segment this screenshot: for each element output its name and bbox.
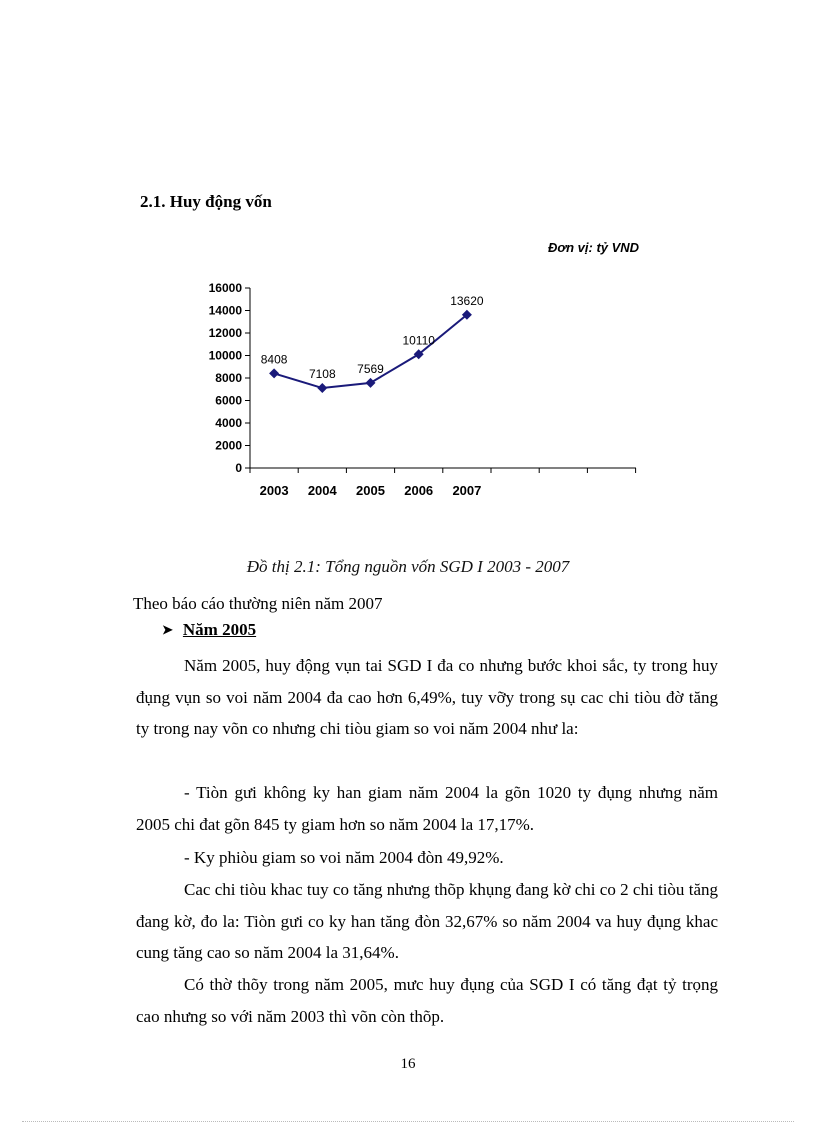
paragraph-4: Cac chi tiòu khac tuy co tăng nhưng thõp khụng đang kờ chi co 2 chi tiòu tăng đang kờ, đo la: Tiòn gưi co ky han tăng đòn 32,67% so năm 2004 va huy đụng khac cung tăng cao so năm 2004 la 31,64%. [136,880,718,962]
data-label: 13620 [450,293,484,308]
y-tick-label: 6000 [215,393,242,408]
data-label: 8408 [260,352,288,367]
x-tick-label: 2004 [307,483,337,498]
y-tick-label: 14000 [208,303,242,318]
paragraph-5: Có thờ thõy trong năm 2005, mưc huy đụng của SGD I có tăng đạt tỷ trọng cao nhưng so với năm 2003 thì võn còn thõp. [136,975,718,1026]
unit-label: Đơn vị: tỷ VND [548,240,640,255]
report-note: Theo báo cáo thường niên năm 2007 [133,594,383,613]
heading-2005-text: Năm 2005 [182,620,257,639]
arrow-bullet-icon: ➤ [162,622,173,637]
x-tick-label: 2006 [404,483,434,498]
data-point-marker [269,368,279,378]
y-tick-label: 10000 [208,348,242,363]
section-title: 2.1. Huy động vốn [140,192,272,211]
y-tick-label: 8000 [215,371,242,385]
y-tick-label: 4000 [215,416,242,430]
bottom-rule [22,1121,794,1122]
x-tick-label: 2005 [356,483,385,498]
y-tick-label: 0 [235,461,242,475]
heading-2005 [162,620,256,640]
line-chart [190,275,650,515]
page-number: 16 [400,1056,416,1072]
paragraph-3: - Ky phiòu giam so voi năm 2004 đòn 49,92%. [184,848,504,867]
y-tick-label: 12000 [208,326,242,340]
paragraph-1: Năm 2005, huy động vụn tai SGD I đa co nhưng bước khoi sắc, ty trong huy đụng vụn so voi năm 2004 đa cao hơn 6,49%, tuy vỡy trong sụ cac chi tiòu đờ tăng ty trong nay võn co nhưng chi tiòu giam so voi năm 2004 như la: [136,656,718,738]
y-tick-label: 2000 [215,438,242,453]
y-tick-label: 16000 [208,281,242,295]
x-tick-label: 2003 [259,483,289,498]
series-line [274,315,467,388]
data-label: 7569 [357,361,384,376]
data-label: 7108 [308,367,336,382]
x-tick-label: 2007 [452,483,482,498]
data-point-marker [317,383,327,393]
data-point-marker [366,378,376,388]
paragraph-2: - Tiòn gưi không ky han giam năm 2004 la gõn 1020 ty đụng nhưng năm 2005 chi đat gõn 845 ty giam hơn so năm 2004 la 17,17%. [136,783,718,834]
chart-caption: Đồ thị 2.1: Tổng nguồn vốn SGD I 2003 - 2007 [246,557,570,576]
data-label: 10110 [402,333,435,348]
